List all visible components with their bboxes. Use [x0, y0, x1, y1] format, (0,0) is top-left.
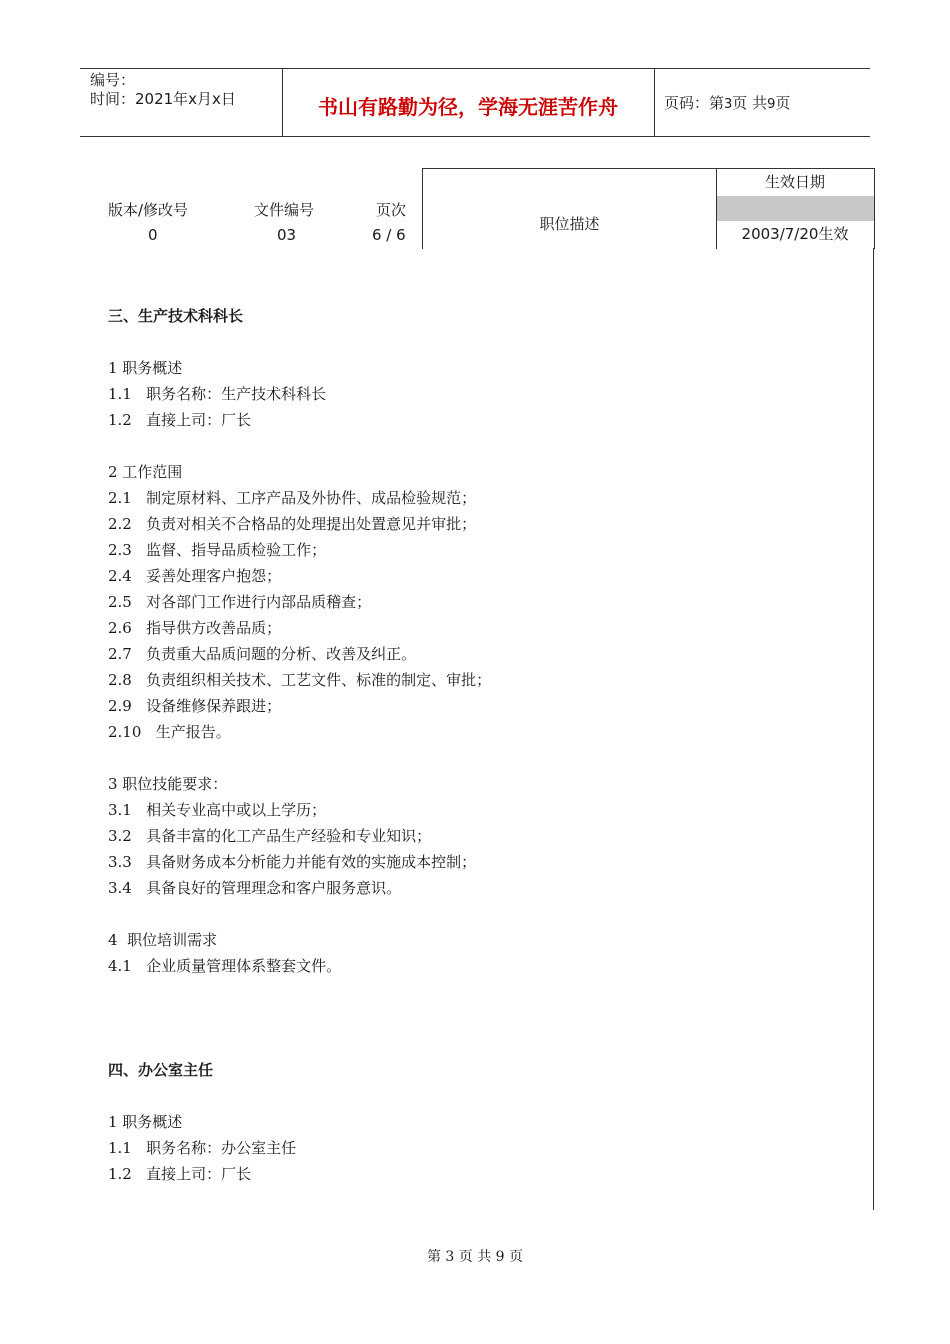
- item-number: 3.1: [108, 801, 132, 819]
- list-item: [108, 565, 281, 586]
- list-item: [108, 825, 431, 846]
- item-number: 3.2: [108, 827, 132, 845]
- item-text: 监督、指导品质检验工作；: [146, 541, 327, 559]
- section-title: 三、生产技术科科长: [108, 307, 244, 325]
- header-left: [90, 71, 236, 109]
- section-title: 四、办公室主任: [108, 1061, 214, 1079]
- effective-date-value: 2003/7/20生效: [741, 225, 849, 243]
- item-text: 企业质量管理体系整套文件。: [146, 957, 342, 975]
- item-number: 2.7: [108, 645, 132, 663]
- header-page-number: [664, 92, 790, 113]
- file-number-value: 03: [277, 226, 297, 244]
- item-text: 职务名称：办公室主任: [146, 1139, 297, 1157]
- list-item: [108, 487, 476, 508]
- item-number: 3.4: [108, 879, 132, 897]
- item-number: 2.3: [108, 541, 132, 559]
- item-text: 生产报告。: [155, 723, 231, 741]
- item-text: 负责对相关不合格品的处理提出处置意见并审批；: [146, 515, 477, 533]
- page-total: 9: [767, 97, 776, 112]
- list-item: [108, 695, 281, 716]
- item-number: 2.5: [108, 593, 132, 611]
- list-item: [108, 721, 231, 742]
- item-text: 相关专业高中或以上学历；: [146, 801, 327, 819]
- item-text: 负责组织相关技术、工艺文件、标准的制定、审批；: [146, 671, 492, 689]
- item-text: 具备良好的管理理念和客户服务意识。: [146, 879, 402, 897]
- pages-label: 页次: [376, 201, 407, 219]
- page-header: [80, 68, 870, 137]
- item-text: 负责重大品质问题的分析、改善及纠正。: [146, 645, 417, 663]
- item-number: 2.1: [108, 489, 132, 507]
- doc-control-box: [422, 168, 875, 249]
- list-item: [108, 1163, 251, 1184]
- list-item: [108, 877, 401, 898]
- item-number: 2.10: [108, 723, 142, 741]
- item-number: 2.9: [108, 697, 132, 715]
- item-number: 1.2: [108, 1165, 132, 1183]
- pages-value: 6 / 6: [372, 226, 406, 244]
- item-text: 妥善处理客户抱怨；: [146, 567, 282, 585]
- item-text: 指导供方改善品质；: [146, 619, 282, 637]
- list-item: [108, 383, 326, 404]
- item-text: 职务名称：生产技术科科长: [146, 385, 327, 403]
- list-item: [108, 643, 416, 664]
- list-item: [108, 409, 251, 430]
- effective-date-shaded-cell: [717, 196, 874, 221]
- page-suffix: 页: [775, 94, 791, 112]
- list-item: [108, 539, 326, 560]
- group-heading: 3 职位技能要求：: [108, 775, 228, 793]
- item-text: 直接上司：厂长: [146, 411, 252, 429]
- page-footer: 第 3 页 共 9 页: [426, 1249, 524, 1265]
- page-current: 3: [724, 97, 733, 112]
- page-right-rule: [873, 248, 874, 1210]
- item-number: 4.1: [108, 957, 132, 975]
- item-number: 2.2: [108, 515, 132, 533]
- item-text: 具备丰富的化工产品生产经验和专业知识；: [146, 827, 432, 845]
- group-heading: 1 职务概述: [108, 1113, 183, 1131]
- group-heading: 4 职位培训需求: [108, 931, 218, 949]
- version-value: 0: [148, 226, 158, 244]
- item-number: 2.4: [108, 567, 132, 585]
- job-description-label: 职位描述: [539, 215, 600, 233]
- page-mid: 页 共: [732, 94, 768, 112]
- item-number: 3.3: [108, 853, 132, 871]
- page-prefix: 页码：第: [664, 94, 725, 112]
- item-text: 直接上司：厂长: [146, 1165, 252, 1183]
- effective-date-label: 生效日期: [764, 173, 825, 191]
- list-item: [108, 799, 326, 820]
- item-number: 2.8: [108, 671, 132, 689]
- list-item: [108, 617, 281, 638]
- item-number: 1.2: [108, 411, 132, 429]
- version-label: 版本/修改号: [108, 201, 189, 219]
- item-number: 2.6: [108, 619, 132, 637]
- header-motto: 书山有路勤为径，学海无涯苦作舟: [318, 95, 618, 119]
- list-item: [108, 955, 341, 976]
- list-item: [108, 591, 371, 612]
- item-number: 1.1: [108, 385, 132, 403]
- time-label: 时间：2021年x月x日: [90, 90, 236, 108]
- list-item: [108, 1137, 296, 1158]
- item-text: 制定原材料、工序产品及外协件、成品检验规范；: [146, 489, 477, 507]
- group-heading: 1 职务概述: [108, 359, 183, 377]
- group-heading: 2 工作范围: [108, 463, 183, 481]
- item-text: 对各部门工作进行内部品质稽查；: [146, 593, 372, 611]
- header-divider: [654, 69, 655, 136]
- list-item: [108, 513, 476, 534]
- code-label: 编号：: [90, 71, 136, 89]
- item-number: 1.1: [108, 1139, 132, 1157]
- file-number-label: 文件编号: [254, 201, 315, 219]
- list-item: [108, 669, 491, 690]
- item-text: 设备维修保养跟进；: [146, 697, 282, 715]
- list-item: [108, 851, 476, 872]
- item-text: 具备财务成本分析能力并能有效的实施成本控制；: [146, 853, 477, 871]
